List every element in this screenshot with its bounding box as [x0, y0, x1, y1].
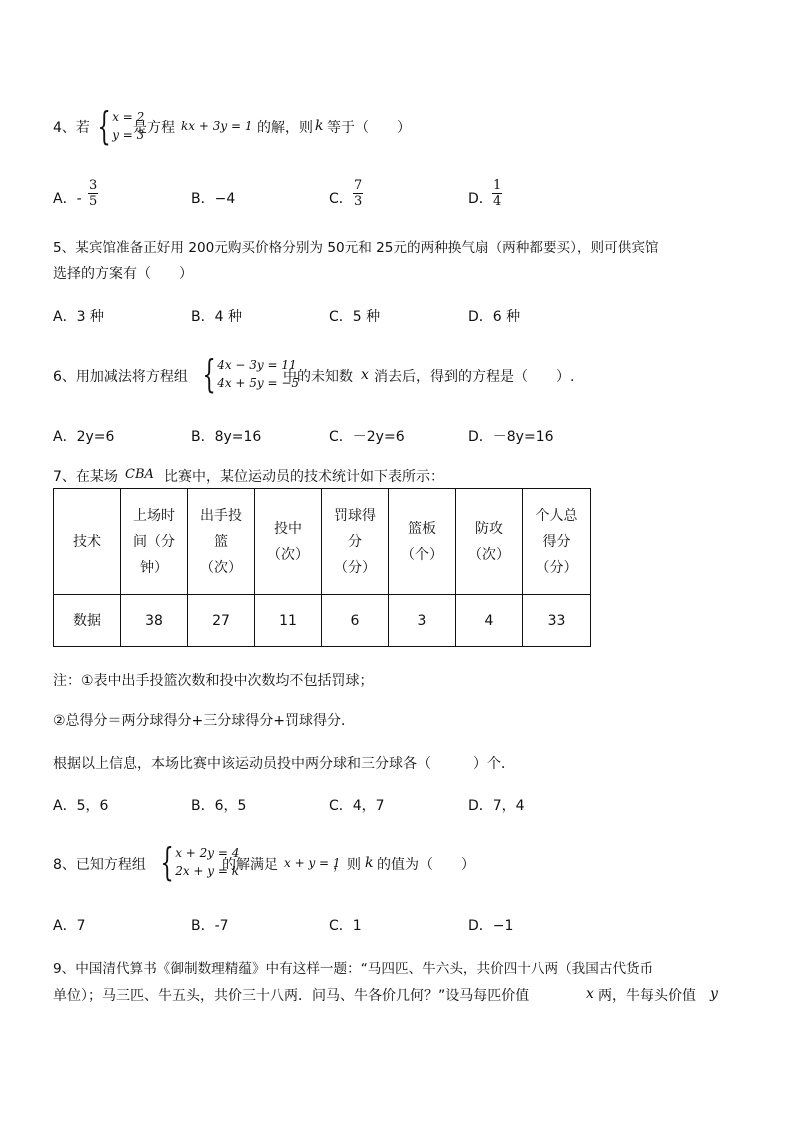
table-header-cell: [389, 489, 456, 595]
q6-system-line-2: 4x + 5y = −5: [217, 376, 300, 390]
table-header-label: [54, 489, 121, 595]
q4-mid-text: 是方程: [133, 120, 175, 136]
q7-option-d: D．7，4: [468, 798, 525, 814]
table-header-text: 间（分: [133, 533, 175, 550]
q6-mid-text: 中的未知数: [283, 369, 353, 385]
q4-suffix-2: 等于（ ）: [327, 120, 411, 136]
q4-option-d-fraction: $\frac{1}{4}$: [493, 178, 502, 209]
q8-system-line-2: 2x + y = k: [175, 864, 240, 878]
table-header-cell: [188, 489, 255, 595]
q4-option-d-label: D．: [468, 191, 493, 207]
table-row-label: 数据: [54, 595, 121, 647]
q6-suffix: 消去后，得到的方程是（ ）.: [374, 369, 575, 385]
table-header-text: 技术: [73, 533, 101, 550]
q9-y: y: [710, 986, 718, 1002]
q7-cba: CBA: [125, 467, 154, 482]
q4-system-line-1: x = 2: [112, 110, 145, 124]
table-header-cell: [322, 489, 389, 595]
table-cell: 27: [188, 595, 255, 647]
table-cell: 3: [389, 595, 456, 647]
q7-question: 根据以上信息，本场比赛中该运动员投中两分球和三分球各（ ）个．: [53, 756, 515, 772]
q8-equation: x + y = 1: [284, 856, 341, 870]
q7-option-a: A．5，6: [53, 798, 109, 814]
table-header-text: 防攻: [475, 520, 503, 537]
q4-suffix-1: 的解，则: [257, 120, 313, 136]
table-header-text: 分: [348, 533, 362, 550]
q5-option-c: C．5 种: [329, 309, 381, 325]
table-header-text: （分）: [334, 559, 376, 576]
table-header-text: 个人总: [535, 507, 578, 524]
q4-option-b: B．−4: [191, 191, 236, 207]
q5-line-1: 5、某宾馆准备正好用 200元购买价格分别为 50元和 25元的两种换气扇（两种都要买），则可供宾馆: [53, 240, 659, 256]
q4-prefix: 4、若: [53, 120, 90, 136]
table-header-text: 出手投: [200, 507, 242, 524]
left-brace: {: [160, 840, 174, 884]
q5-option-b: B．4 种: [191, 309, 242, 325]
q8-option-c: C．1: [329, 918, 362, 934]
table-header-text: 投中: [274, 520, 302, 537]
q8-option-a: A．7: [53, 918, 86, 934]
q6-option-c: C．－2y=6: [329, 429, 405, 445]
q9-x: x: [586, 986, 594, 1002]
table-header-text: 钟）: [140, 559, 168, 576]
q8-prefix: 8、已知方程组: [53, 857, 146, 873]
q4-option-c-fraction: $\frac{7}{3}$: [354, 178, 363, 209]
table-header-text: （次）: [468, 546, 510, 563]
q4-system-line-2: y = 3: [112, 128, 145, 142]
q7-intro-suffix: 比赛中，某位运动员的技术统计如下表所示：: [164, 469, 444, 485]
table-header-row: [54, 489, 591, 595]
q4-option-c-label: C．: [329, 191, 353, 207]
table-header-text: 篮板: [408, 520, 436, 537]
q7-note-1: 注：①表中出手投篮次数和投中次数均不包括罚球；: [53, 673, 374, 689]
q8-system-line-1: x + 2y = 4: [175, 846, 240, 860]
q8-option-b: B．-7: [191, 918, 229, 934]
q6-option-d: D．－8y=16: [468, 429, 554, 445]
q7-option-c: C．4，7: [329, 798, 385, 814]
q8-suffix-1: ，则: [333, 857, 361, 873]
q9-line-2-mid: 两，牛每头价值: [598, 988, 696, 1004]
table-header-cell: [456, 489, 523, 595]
table-cell: 6: [322, 595, 389, 647]
table-header-text: （个）: [401, 546, 443, 563]
q7-intro-prefix: 7、在某场: [53, 469, 118, 485]
left-brace: {: [202, 352, 216, 396]
q9-line-1: 9、中国清代算书《御制数理精蕴》中有这样一题：“马四匹、牛六头，共价四十八两（我国古代货币: [53, 961, 654, 977]
q6-x: x: [361, 367, 369, 383]
table-header-text: 罚球得: [334, 507, 376, 524]
q6-option-a: A．2y=6: [53, 429, 115, 445]
table-cell: 4: [456, 595, 523, 647]
table-header-text: 上场时: [133, 507, 175, 524]
q6-prefix: 6、用加减法将方程组: [53, 369, 188, 385]
q4-k: k: [315, 118, 324, 134]
q5-option-d: D．6 种: [468, 309, 521, 325]
q6-option-b: B．8y=16: [191, 429, 262, 445]
q7-note-2: ②总得分＝两分球得分+三分球得分+罚球得分．: [53, 713, 356, 729]
table-header-text: （分）: [535, 559, 578, 576]
table-header-text: （次）: [267, 546, 309, 563]
q5-option-a: A．3 种: [53, 309, 104, 325]
table-cell: 11: [255, 595, 322, 647]
table-header-text: 篮: [214, 533, 228, 550]
table-header-text: （次）: [200, 559, 242, 576]
q6-system-line-1: 4x − 3y = 11: [217, 358, 297, 372]
table-row: [54, 595, 591, 647]
q8-k: k: [365, 855, 374, 871]
q8-mid-text: 的解满足: [222, 857, 278, 873]
left-brace: {: [97, 104, 111, 148]
q4-option-a-label: A．-: [53, 191, 82, 207]
q5-line-2: 选择的方案有（ ）: [53, 266, 193, 282]
table-header-cell: [523, 489, 591, 595]
table-header-cell: [121, 489, 188, 595]
table-header-text: 得分: [542, 533, 571, 550]
q7-option-b: B．6，5: [191, 798, 247, 814]
table-header-cell: [255, 489, 322, 595]
q8-suffix-2: 的值为（ ）: [377, 857, 475, 873]
q9-line-2-prefix: 单位）；马三匹、牛五头，共价三十八两．问马、牛各价几何？”设马每匹价值: [53, 988, 530, 1004]
q4-option-a-fraction: $\frac{3}{5}$: [89, 178, 98, 209]
stats-table: [53, 488, 591, 647]
table-cell: 33: [523, 595, 591, 647]
table-cell: 38: [121, 595, 188, 647]
q8-option-d: D．−1: [468, 918, 514, 934]
q4-equation: kx + 3y = 1: [181, 119, 253, 133]
